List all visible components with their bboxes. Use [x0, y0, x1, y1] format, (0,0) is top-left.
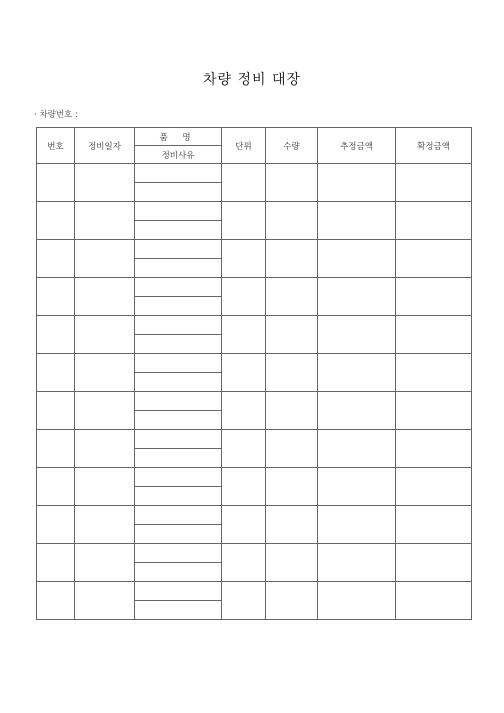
- cell-no[interactable]: [37, 582, 75, 620]
- cell-reason[interactable]: [135, 411, 222, 430]
- cell-no[interactable]: [37, 468, 75, 506]
- table-row: [37, 544, 472, 563]
- cell-est-amount[interactable]: [318, 278, 396, 316]
- cell-confirmed-amount[interactable]: [396, 468, 472, 506]
- table-row: [37, 278, 472, 297]
- cell-no[interactable]: [37, 164, 75, 202]
- cell-unit[interactable]: [222, 392, 266, 430]
- ledger-body: [37, 164, 472, 620]
- table-row: [37, 506, 472, 525]
- cell-item[interactable]: [135, 354, 222, 373]
- cell-no[interactable]: [37, 506, 75, 544]
- cell-reason[interactable]: [135, 601, 222, 620]
- cell-qty[interactable]: [266, 468, 318, 506]
- cell-item[interactable]: [135, 278, 222, 297]
- cell-date[interactable]: [75, 468, 135, 506]
- header-reason: 정비사유: [135, 146, 222, 164]
- cell-reason[interactable]: [135, 449, 222, 468]
- cell-date[interactable]: [75, 164, 135, 202]
- cell-item[interactable]: [135, 430, 222, 449]
- cell-est-amount[interactable]: [318, 164, 396, 202]
- cell-date[interactable]: [75, 278, 135, 316]
- cell-est-amount[interactable]: [318, 316, 396, 354]
- header-date: 정비일자: [75, 128, 135, 164]
- cell-confirmed-amount[interactable]: [396, 544, 472, 582]
- cell-no[interactable]: [37, 430, 75, 468]
- cell-unit[interactable]: [222, 544, 266, 582]
- cell-qty[interactable]: [266, 164, 318, 202]
- maintenance-ledger-table: [36, 127, 472, 620]
- cell-no[interactable]: [37, 544, 75, 582]
- cell-reason[interactable]: [135, 373, 222, 392]
- header-est-amount: 추정금액: [318, 128, 396, 164]
- cell-est-amount[interactable]: [318, 582, 396, 620]
- header-qty: 수량: [266, 128, 318, 164]
- cell-unit[interactable]: [222, 278, 266, 316]
- cell-confirmed-amount[interactable]: [396, 582, 472, 620]
- cell-est-amount[interactable]: [318, 468, 396, 506]
- cell-no[interactable]: [37, 316, 75, 354]
- cell-item[interactable]: [135, 582, 222, 601]
- cell-confirmed-amount[interactable]: [396, 202, 472, 240]
- cell-est-amount[interactable]: [318, 392, 396, 430]
- cell-unit[interactable]: [222, 582, 266, 620]
- cell-item[interactable]: [135, 468, 222, 487]
- cell-date[interactable]: [75, 240, 135, 278]
- cell-confirmed-amount[interactable]: [396, 392, 472, 430]
- cell-est-amount[interactable]: [318, 430, 396, 468]
- cell-qty[interactable]: [266, 582, 318, 620]
- cell-reason[interactable]: [135, 335, 222, 354]
- table-row: [37, 202, 472, 221]
- cell-date[interactable]: [75, 392, 135, 430]
- header-row-top: [37, 128, 472, 146]
- table-row: [37, 582, 472, 601]
- cell-est-amount[interactable]: [318, 202, 396, 240]
- cell-qty[interactable]: [266, 240, 318, 278]
- cell-date[interactable]: [75, 544, 135, 582]
- cell-qty[interactable]: [266, 392, 318, 430]
- cell-item[interactable]: [135, 316, 222, 335]
- cell-reason[interactable]: [135, 297, 222, 316]
- cell-qty[interactable]: [266, 202, 318, 240]
- cell-confirmed-amount[interactable]: [396, 316, 472, 354]
- header-item: 품 명: [135, 128, 222, 146]
- cell-reason[interactable]: [135, 259, 222, 278]
- cell-reason[interactable]: [135, 487, 222, 506]
- table-row: [37, 164, 472, 183]
- cell-no[interactable]: [37, 278, 75, 316]
- vehicle-number-label: · 차량번호 :: [34, 110, 78, 120]
- cell-no[interactable]: [37, 240, 75, 278]
- cell-qty[interactable]: [266, 316, 318, 354]
- cell-date[interactable]: [75, 430, 135, 468]
- cell-est-amount[interactable]: [318, 354, 396, 392]
- table-row: [37, 240, 472, 259]
- cell-est-amount[interactable]: [318, 544, 396, 582]
- header-no: 번호: [37, 128, 75, 164]
- cell-unit[interactable]: [222, 240, 266, 278]
- cell-est-amount[interactable]: [318, 506, 396, 544]
- table-row: [37, 468, 472, 487]
- cell-date[interactable]: [75, 506, 135, 544]
- cell-date[interactable]: [75, 316, 135, 354]
- header-confirmed-amount: 확정금액: [396, 128, 472, 164]
- cell-item[interactable]: [135, 506, 222, 525]
- cell-reason[interactable]: [135, 183, 222, 202]
- cell-qty[interactable]: [266, 544, 318, 582]
- cell-item[interactable]: [135, 202, 222, 221]
- cell-qty[interactable]: [266, 354, 318, 392]
- cell-no[interactable]: [37, 354, 75, 392]
- cell-date[interactable]: [75, 202, 135, 240]
- cell-item[interactable]: [135, 392, 222, 411]
- cell-unit[interactable]: [222, 202, 266, 240]
- cell-qty[interactable]: [266, 506, 318, 544]
- cell-item[interactable]: [135, 544, 222, 563]
- cell-no[interactable]: [37, 392, 75, 430]
- table-row: [37, 392, 472, 411]
- cell-date[interactable]: [75, 582, 135, 620]
- cell-no[interactable]: [37, 202, 75, 240]
- cell-qty[interactable]: [266, 430, 318, 468]
- table-row: [37, 316, 472, 335]
- cell-unit[interactable]: [222, 430, 266, 468]
- cell-unit[interactable]: [222, 468, 266, 506]
- cell-reason[interactable]: [135, 563, 222, 582]
- table-row: [37, 430, 472, 449]
- cell-confirmed-amount[interactable]: [396, 354, 472, 392]
- cell-item[interactable]: [135, 240, 222, 259]
- cell-qty[interactable]: [266, 278, 318, 316]
- cell-confirmed-amount[interactable]: [396, 430, 472, 468]
- cell-confirmed-amount[interactable]: [396, 506, 472, 544]
- page-title: 차량 정비 대장: [202, 72, 302, 88]
- table-row: [37, 354, 472, 373]
- cell-date[interactable]: [75, 354, 135, 392]
- header-unit: 단위: [222, 128, 266, 164]
- cell-reason[interactable]: [135, 221, 222, 240]
- cell-confirmed-amount[interactable]: [396, 164, 472, 202]
- cell-est-amount[interactable]: [318, 240, 396, 278]
- cell-unit[interactable]: [222, 316, 266, 354]
- cell-confirmed-amount[interactable]: [396, 240, 472, 278]
- cell-unit[interactable]: [222, 164, 266, 202]
- cell-unit[interactable]: [222, 506, 266, 544]
- cell-reason[interactable]: [135, 525, 222, 544]
- cell-confirmed-amount[interactable]: [396, 278, 472, 316]
- cell-item[interactable]: [135, 164, 222, 183]
- cell-unit[interactable]: [222, 354, 266, 392]
